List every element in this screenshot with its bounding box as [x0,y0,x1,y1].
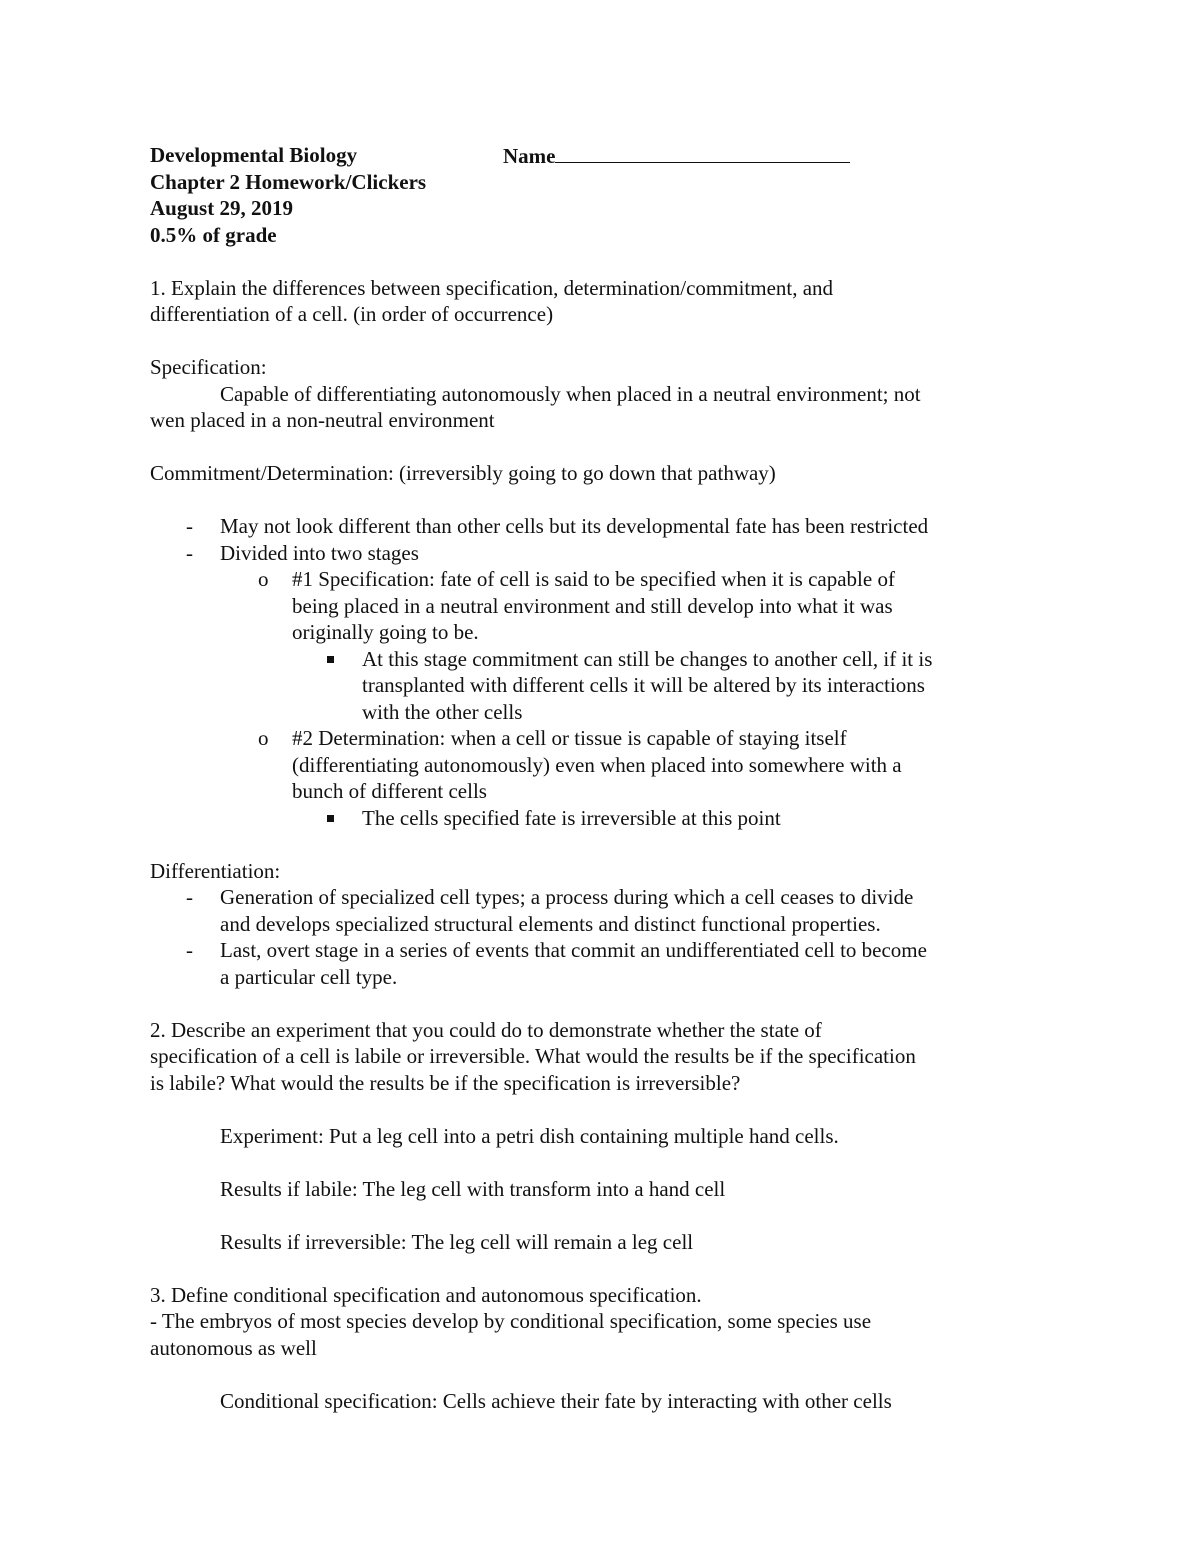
commitment-bullet [150,540,1030,567]
stage-2-line: bunch of different cells [292,779,487,803]
q2-results-irreversible: Results if irreversible: The leg cell will remain a leg cell [220,1229,694,1254]
stage-2-item [150,725,1030,805]
stage-1-note-line: with the other cells [362,699,523,724]
bullet-text-line: Last, overt stage in a series of events that commit an undifferentiated cell to become [220,938,927,962]
bullet-text: May not look different than other cells but its developmental fate has been restricted [220,514,929,538]
q3-conditional-answer: Conditional specification: Cells achieve their fate by interacting with other cells [220,1388,892,1413]
question-2 [150,1017,1030,1256]
document-body [150,142,1030,1414]
commitment-bullet [150,513,1030,540]
q1-prompt-line: 1. Explain the differences between specification, determination/commitment, and [150,275,834,300]
stage-1-note-line: At this stage commitment can still be changes to another cell, if it is [362,646,933,671]
circle-bullet-marker: o [258,567,269,591]
differentiation-bullet [150,937,1030,990]
stage-1-line: being placed in a neutral environment and still develop into what it was [292,593,893,618]
grade-weight: 0.5% of grade [150,222,277,247]
stage-1-line: #1 Specification: fate of cell is said to be specified when it is capable of [292,567,895,591]
circle-bullet-marker: o [258,726,269,750]
stage-2-note [150,805,1030,832]
q3-note-line: - The embryos of most species develop by conditional specification, some species use [150,1309,872,1333]
q2-prompt-line: 2. Describe an experiment that you could do to demonstrate whether the state of [150,1017,822,1042]
question-3 [150,1282,1030,1415]
dash-bullet-marker: - [186,540,193,565]
assignment-date: August 29, 2019 [150,196,293,220]
bullet-text-line: and develops specialized structural elements and distinct functional properties. [220,911,881,936]
bullet-text-line: Generation of specialized cell types; a process during which a cell ceases to divide [220,885,914,909]
name-field[interactable] [503,142,850,170]
q2-experiment: Experiment: Put a leg cell into a petri dish containing multiple hand cells. [220,1123,839,1148]
stage-1-item [150,566,1030,646]
stage-1-note-line: transplanted with different cells it will be altered by its interactions [362,673,925,697]
stage-2-line: (differentiating autonomously) even when placed into somewhere with a [292,752,902,777]
specification-answer-line: Capable of differentiating autonomously when placed in a neutral environment; not [220,381,921,406]
specification-heading: Specification: [150,355,267,379]
stage-1-line: originally going to be. [292,620,479,644]
name-blank-line[interactable] [555,142,850,163]
assignment-title: Chapter 2 Homework/Clickers [150,169,427,194]
dash-bullet-marker: - [186,938,193,962]
q3-note-line: autonomous as well [150,1335,317,1360]
q2-prompt-line: specification of a cell is labile or irreversible. What would the results be if the specification [150,1044,916,1068]
differentiation-bullet [150,884,1030,937]
dash-bullet-marker: - [186,885,193,909]
stage-1-note [150,646,1030,726]
q2-results-labile: Results if labile: The leg cell with transform into a hand cell [220,1176,726,1201]
name-label: Name [503,144,556,168]
q2-prompt-line: is labile? What would the results be if the specification is irreversible? [150,1070,741,1095]
commitment-heading: Commitment/Determination: (irreversibly going to go down that pathway) [150,461,776,485]
square-bullet-icon [327,815,334,822]
stage-2-line: #2 Determination: when a cell or tissue is capable of staying itself [292,726,847,750]
stage-2-note-line: The cells specified fate is irreversible at this point [362,805,781,830]
header-block [150,142,1030,248]
differentiation-heading: Differentiation: [150,858,281,883]
question-1 [150,275,1030,991]
q1-prompt-line: differentiation of a cell. (in order of occurrence) [150,302,554,326]
course-title: Developmental Biology [150,143,358,167]
q3-prompt: 3. Define conditional specification and autonomous specification. [150,1282,702,1307]
dash-bullet-marker: - [186,514,193,538]
bullet-text-line: a particular cell type. [220,964,398,989]
square-bullet-icon [327,656,334,663]
bullet-text: Divided into two stages [220,540,419,565]
specification-answer-line: wen placed in a non-neutral environment [150,408,495,432]
